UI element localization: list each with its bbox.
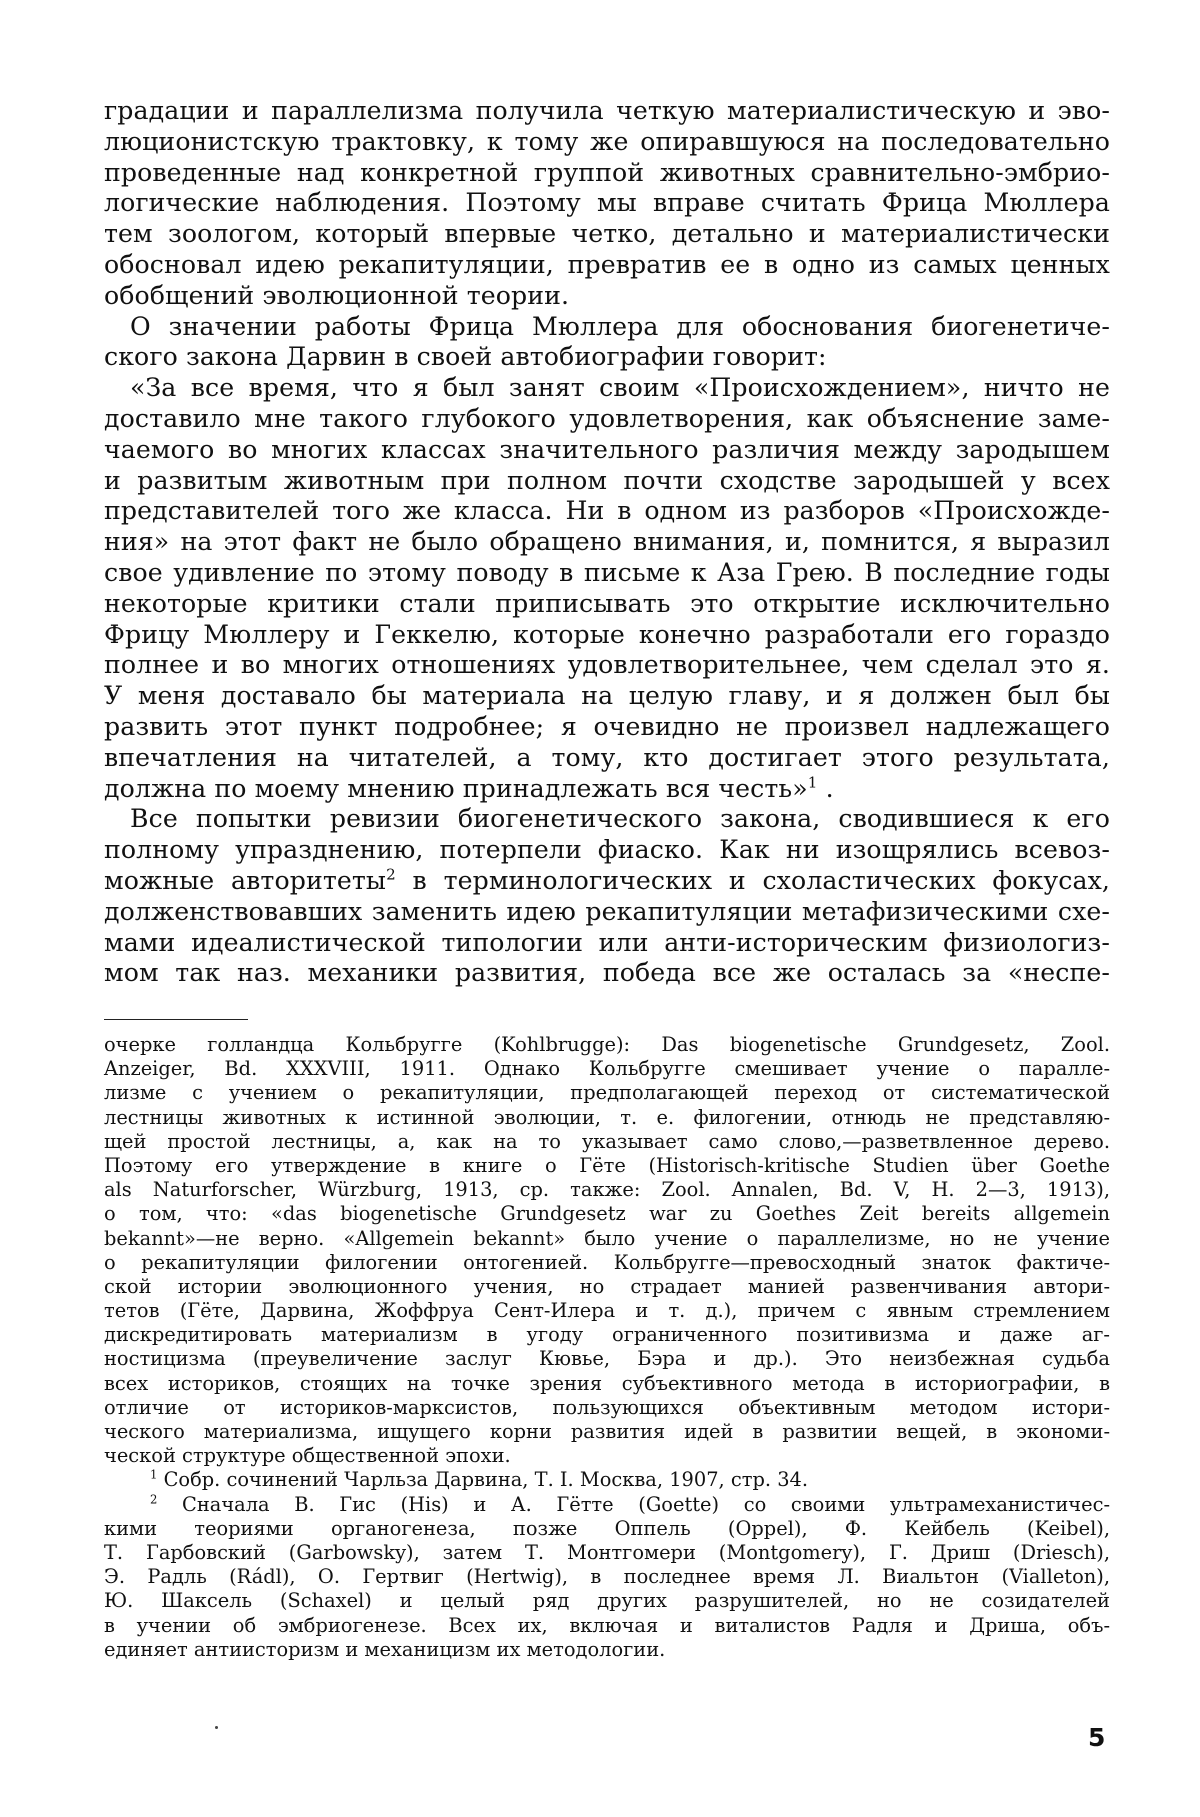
text-line: логические наблюдения. Поэтому мы вправе считать Фрица Мюллера	[104, 188, 1110, 219]
text-line: полнее и во многих отношениях удовлетворительнее, чем сделал это я.	[104, 650, 1110, 681]
footnote-line: лестницы животных к истинной эволюции, т. е. филогении, отнюдь не представляю-	[104, 1106, 1110, 1130]
text-line: У меня доставало бы материала на целую главу, и я должен был бы	[104, 681, 1110, 712]
footnote-line: als Naturforscher, Würzburg, 1913, ср. также: Zool. Annalen, Bd. V, H. 2—3, 1913),	[104, 1178, 1110, 1202]
text-line: Все попытки ревизии биогенетического закона, сводившиеся к его	[104, 804, 1110, 835]
text-line: О значении работы Фрица Мюллера для обоснования биогенетиче-	[104, 312, 1110, 343]
footnote-line: Т. Гарбовский (Garbowsky), затем Т. Монтгомери (Montgomery), Г. Дриш (Driesch),	[104, 1541, 1110, 1565]
footnote-line: лизме с учением о рекапитуляции, предполагающей переход от систематической	[104, 1081, 1110, 1105]
text-segment: в терминологических и схоластических фокусах,	[396, 866, 1110, 895]
text-line: градации и параллелизма получила четкую материалистическую и эво-	[104, 96, 1110, 127]
footnote-line: Поэтому его утверждение в книге о Гёте (Historisch-kritische Studien über Goethe	[104, 1154, 1110, 1178]
text-line: Фрицу Мюллеру и Геккелю, которые конечно разработали его гораздо	[104, 620, 1110, 651]
text-line: и развитым животным при полном почти сходстве зародышей у всех	[104, 466, 1110, 497]
text-line: доставило мне такого глубокого удовлетворения, как объяснение заме-	[104, 404, 1110, 435]
footnote-line: кими теориями органогенеза, позже Оппель (Oppel), Ф. Кейбель (Keibel),	[104, 1517, 1110, 1541]
footnote-line: отличие от историков-марксистов, пользующихся объективным методом истори-	[104, 1396, 1110, 1420]
footnote-text: Собр. сочинений Чарльза Дарвина, Т. I. Москва, 1907, стр. 34.	[157, 1468, 808, 1491]
footnote-line	[104, 1468, 1110, 1492]
text-line: развить этот пункт подробнее; я очевидно не произвел надлежащего	[104, 712, 1110, 743]
footnote-2	[104, 1493, 1110, 1662]
footnote-line: единяет антиисторизм и механицизм их методологии.	[104, 1638, 1110, 1662]
paragraph-1	[104, 96, 1110, 312]
text-line	[104, 774, 1110, 805]
text-line: чаемого во многих классах значительного различия между зародышем	[104, 435, 1110, 466]
paragraph-2	[104, 312, 1110, 374]
footnote-line: Э. Радль (Rádl), О. Гертвиг (Hertwig), в последнее время Л. Виальтон (Vialleton),	[104, 1565, 1110, 1589]
footnotes	[104, 1033, 1110, 1662]
text-line: свое удивление по этому поводу в письме к Аза Грею. В последние годы	[104, 558, 1110, 589]
footnote-line: ской истории эволюционного учения, но страдает манией развенчивания автори-	[104, 1275, 1110, 1299]
paragraph-4	[104, 804, 1110, 989]
footnote-line: bekannt»—не верно. «Allgemein bekannt» было учение о параллелизме, но не учение	[104, 1227, 1110, 1251]
page-number: 5	[1088, 1723, 1105, 1752]
footnote-ref-1[interactable]: 1	[808, 773, 818, 791]
text-line: люционистскую трактовку, к тому же опиравшуюся на последовательно	[104, 127, 1110, 158]
footnote-line: о рекапитуляции филогении онтогенией. Кольбругге—превосходный знаток фактиче-	[104, 1251, 1110, 1275]
text-line: мом так наз. механики развития, победа все же осталась за «неспе-	[104, 958, 1110, 989]
footnote-line: о том, что: «das biogenetische Grundgesetz war zu Goethes Zeit bereits allgemein	[104, 1202, 1110, 1226]
text-line	[104, 866, 1110, 897]
darwin-quote	[104, 373, 1110, 804]
footnote-line: ческого материализма, ищущего корни развития идей в развитии вещей, в экономи-	[104, 1420, 1110, 1444]
text-line: полному упразднению, потерпели фиаско. Как ни изощрялись всевоз-	[104, 835, 1110, 866]
text-line: мами идеалистической типологии или анти-историческим физиологиз-	[104, 928, 1110, 959]
footnote-line: ностицизма (преувеличение заслуг Кювье, Бэра и др.). Это неизбежная судьба	[104, 1347, 1110, 1371]
footnote-text: Сначала В. Гис (His) и А. Гётте (Goette) со своими ультрамеханистичес-	[157, 1493, 1110, 1516]
footnote-marker: 1	[150, 1468, 157, 1482]
text-line: впечатления на читателей, а тому, кто достигает этого результата,	[104, 743, 1110, 774]
footnote-line	[104, 1493, 1110, 1517]
footnote-line: тетов (Гёте, Дарвина, Жоффруа Сент-Илера и т. д.), причем с явным стремлением	[104, 1299, 1110, 1323]
text-line: представителей того же класса. Ни в одном из разборов «Происхожде-	[104, 496, 1110, 527]
text-segment: можные авторитеты	[104, 866, 386, 895]
text-line: долженствовавших заменить идею рекапитуляции метафизическими схе-	[104, 897, 1110, 928]
main-text	[104, 96, 1110, 989]
footnote-line: Anzeiger, Bd. XXXVIII, 1911. Однако Кольбругге смешивает учение о паралле-	[104, 1057, 1110, 1081]
footnote-line: в учении об эмбриогенезе. Всех их, включая и виталистов Радля и Дриша, объ-	[104, 1614, 1110, 1638]
footnote-line: очерке голландца Кольбругге (Kohlbrugge): Das biogenetische Grundgesetz, Zool.	[104, 1033, 1110, 1057]
footnote-line: всех историков, стоящих на точке зрения субъективного метода в историографии, в	[104, 1372, 1110, 1396]
footnote-1	[104, 1468, 1110, 1492]
footnote-continuation	[104, 1033, 1110, 1468]
printing-speck	[215, 1726, 218, 1729]
footnote-line: ческой структуре общественной эпохи.	[104, 1444, 1110, 1468]
text-line: ния» на этот факт не было обращено внимания, и, помнится, я выразил	[104, 527, 1110, 558]
footnote-line: Ю. Шаксель (Schaxel) и целый ряд других разрушителей, но не созидателей	[104, 1589, 1110, 1613]
footnote-separator	[104, 1019, 248, 1020]
book-page	[0, 0, 1200, 1817]
footnote-marker: 2	[150, 1492, 157, 1506]
text-line: ского закона Дарвин в своей автобиографии говорит:	[104, 342, 1110, 373]
footnote-line: дискредитировать материализм в угоду ограниченного позитивизма и даже аг-	[104, 1323, 1110, 1347]
footnote-line: щей простой лестницы, а, как на то указывает само слово,—разветвленное дерево.	[104, 1130, 1110, 1154]
quote-end-text: должна по моему мнению принадлежать вся честь»	[104, 774, 808, 803]
period: .	[826, 774, 834, 803]
text-line: «За все время, что я был занят своим «Происхождением», ничто не	[104, 373, 1110, 404]
text-line: обобщений эволюционной теории.	[104, 281, 1110, 312]
text-line: проведенные над конкретной группой животных сравнительно-эмбрио-	[104, 158, 1110, 189]
text-line: тем зоологом, который впервые четко, детально и материалистически	[104, 219, 1110, 250]
text-line: некоторые критики стали приписывать это открытие исключительно	[104, 589, 1110, 620]
text-line: обосновал идею рекапитуляции, превратив ее в одно из самых ценных	[104, 250, 1110, 281]
footnote-ref-2[interactable]: 2	[386, 866, 396, 884]
